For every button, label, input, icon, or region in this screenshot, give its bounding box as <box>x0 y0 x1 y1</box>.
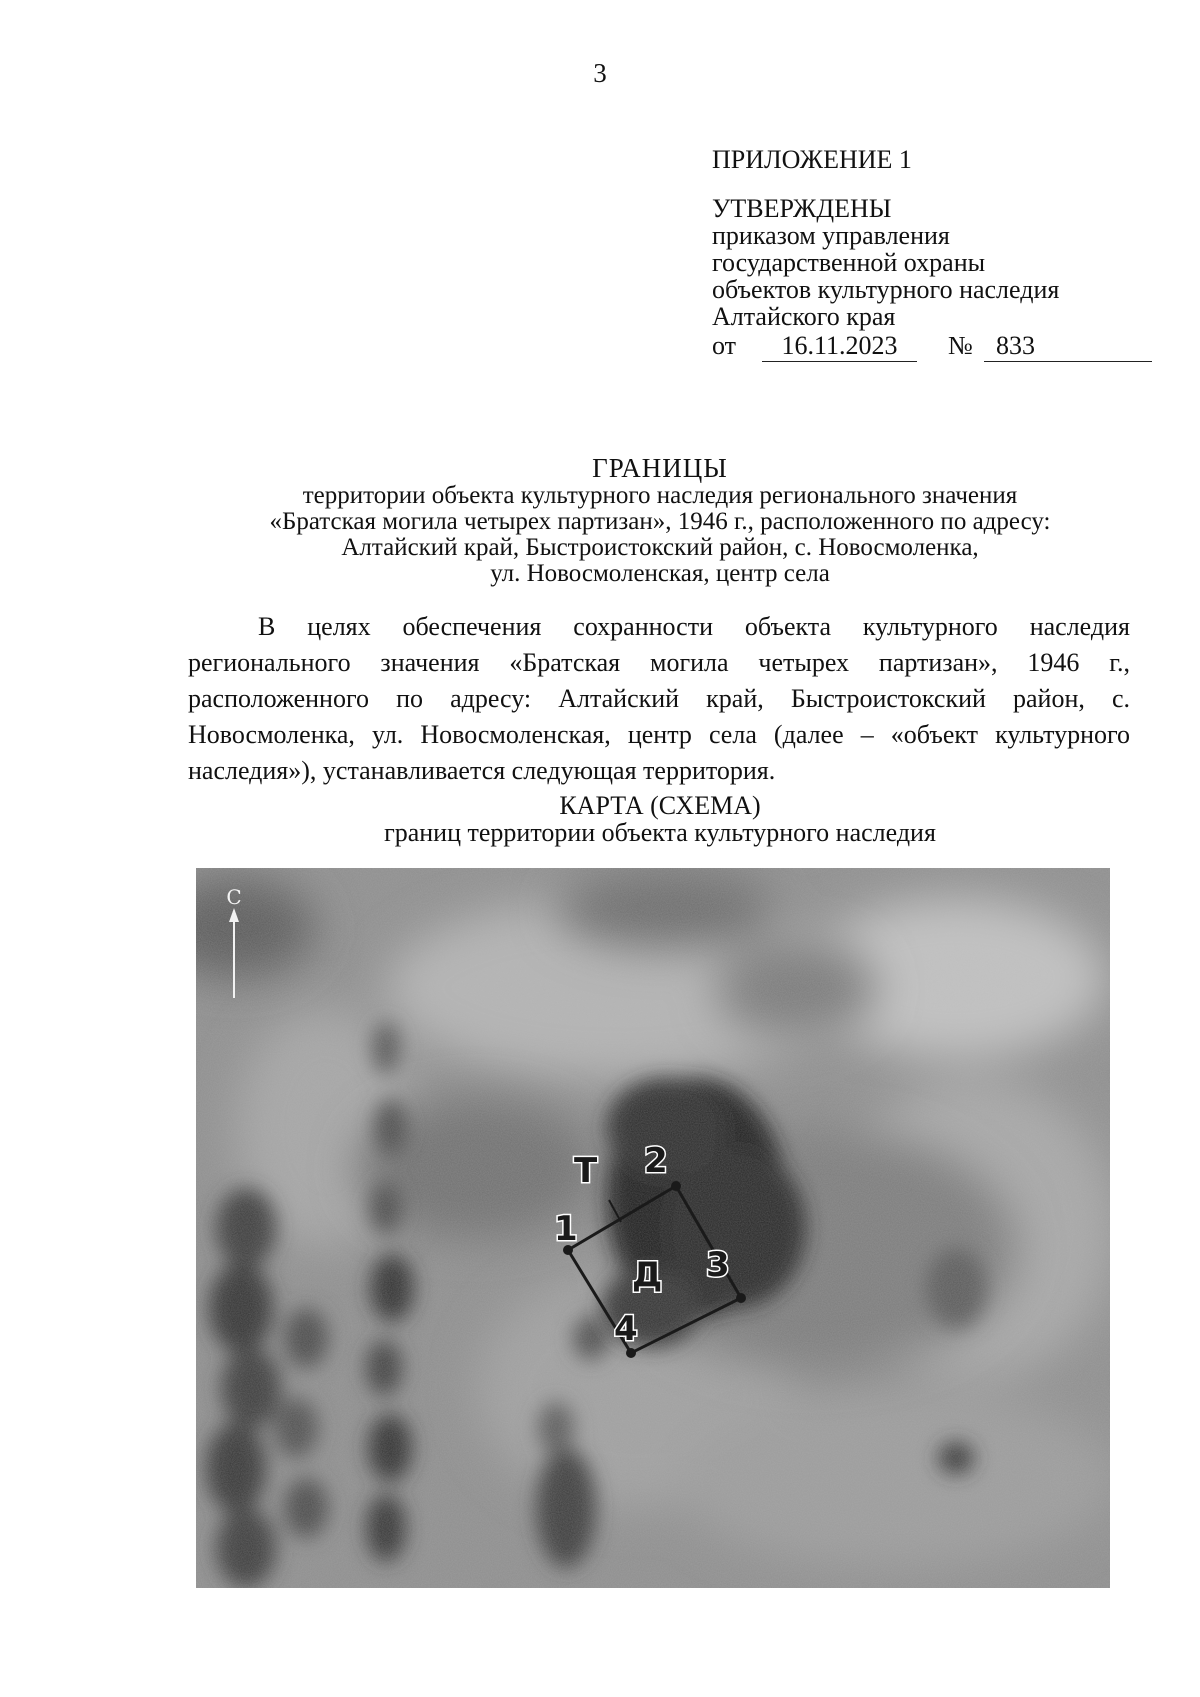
heading-line: «Братская могила четырех партизан», 1946 г., расположенного по адресу: <box>269 508 1051 535</box>
map-caption <box>150 792 1170 846</box>
boundary-point-4 <box>626 1348 636 1358</box>
marker-2: 2 <box>644 1141 668 1181</box>
marker-1: 1 <box>554 1209 578 1249</box>
marker-3: 3 <box>706 1245 730 1285</box>
date-prefix: от <box>712 331 737 360</box>
approval-line: объектов культурного наследия <box>712 275 1060 304</box>
marker-t: Т <box>574 1151 598 1191</box>
boundary-point-2 <box>671 1181 681 1191</box>
north-label: С <box>226 885 242 909</box>
order-date-row <box>712 332 1152 364</box>
map-scheme <box>196 868 1110 1588</box>
order-date: 16.11.2023 <box>762 332 917 362</box>
approved-label: УТВЕРЖДЕНЫ <box>712 194 892 223</box>
heading-line: ул. Новосмоленская, центр села <box>490 560 830 587</box>
marker-4: 4 <box>614 1309 638 1349</box>
approval-line: Алтайского края <box>712 302 896 331</box>
map-title: КАРТА (СХЕМА) <box>559 791 761 820</box>
document-heading <box>150 455 1170 587</box>
heading-line: Алтайский край, Быстроистокский район, с. Новосмоленка, <box>341 534 979 561</box>
boundary-point-3 <box>736 1293 746 1303</box>
aerial-photo <box>196 868 1110 1588</box>
marker-d: Д <box>632 1255 663 1295</box>
order-number: 833 <box>984 332 1152 362</box>
page-number: 3 <box>593 58 607 88</box>
approval-line: государственной охраны <box>712 248 986 277</box>
number-sign: № <box>948 331 973 360</box>
body-paragraph <box>188 609 1130 789</box>
heading-line: территории объекта культурного наследия регионального значения <box>302 482 1018 509</box>
body-text: В целях обеспечения сохранности объекта культурного наследия регионального значения «Братская могила четырех партизан», 1946 г., расположенного по адресу: Алтайский край, Быстроистокский район, с. Новосмоленка, ул. Новосмоленская, центр села (далее – «объект культурного наследия»), устанавливается следующая территория. <box>188 612 1130 785</box>
heading-title: ГРАНИЦЫ <box>592 453 728 483</box>
approval-stamp <box>712 146 1152 364</box>
annex-label: ПРИЛОЖЕНИЕ 1 <box>712 145 912 174</box>
map-subtitle: границ территории объекта культурного наследия <box>384 818 936 847</box>
approval-line: приказом управления <box>712 221 950 250</box>
